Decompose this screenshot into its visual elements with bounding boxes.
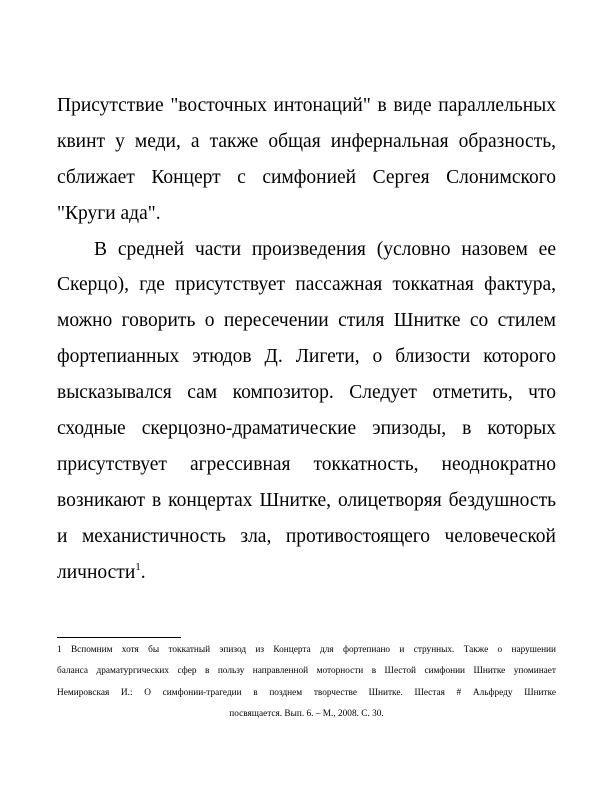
text-line: "Круги ада". bbox=[57, 202, 161, 224]
text-line: квинт у меди, а также общая инфернальная образность, bbox=[57, 130, 556, 152]
text-line: высказывался сам композитор. Следует отметить, что bbox=[57, 382, 556, 404]
last-line-text: личности bbox=[57, 561, 136, 583]
footnote bbox=[57, 640, 556, 726]
text-line: и механистичность зла, противостоящего человеческой bbox=[57, 525, 556, 547]
final-period: . bbox=[140, 561, 146, 583]
text-line: можно говорить о пересечении стиля Шнитке со стилем bbox=[57, 310, 556, 332]
text-line: Скерцо), где присутствует пассажная токкатная фактура, bbox=[57, 274, 556, 296]
main-text bbox=[57, 88, 556, 590]
footnote-line: баланса драматургических сфер в пользу направленной моторности в Шестой симфонии Шнитке упоминает bbox=[57, 666, 556, 677]
last-text-line bbox=[57, 555, 556, 591]
text-line: фортепианных этюдов Д. Лигети, о близости которого bbox=[57, 346, 556, 368]
text-line: сближает Концерт с симфонией Сергея Слонимского bbox=[57, 166, 556, 188]
text-line: Присутствие "восточных интонаций" в виде параллельных bbox=[57, 95, 556, 116]
footnote-separator bbox=[57, 637, 181, 638]
text-line: присутствует агрессивная токкатность, неоднократно bbox=[57, 453, 556, 475]
footnote-reference[interactable]: 1 bbox=[135, 560, 141, 573]
footnote-line: посвящается. Вып. 6. – М., 2008. С. 30. bbox=[229, 709, 384, 720]
text-line: В средней части произведения (условно назовем ее bbox=[94, 238, 556, 260]
footnote-line: Немировская И.: О симфонии-трагедии в позднем творчестве Шнитке. Шестая # Альфреду Шнитке bbox=[57, 687, 556, 698]
text-line: сходные скерцозно-драматические эпизоды, в которых bbox=[57, 418, 556, 440]
footnote-line: 1 Вспомним хотя бы токкатный эпизод из Концерта для фортепиано и струнных. Также о нарушении bbox=[57, 645, 556, 655]
text-line: возникают в концертах Шнитке, олицетворяя бездушность bbox=[57, 489, 556, 511]
